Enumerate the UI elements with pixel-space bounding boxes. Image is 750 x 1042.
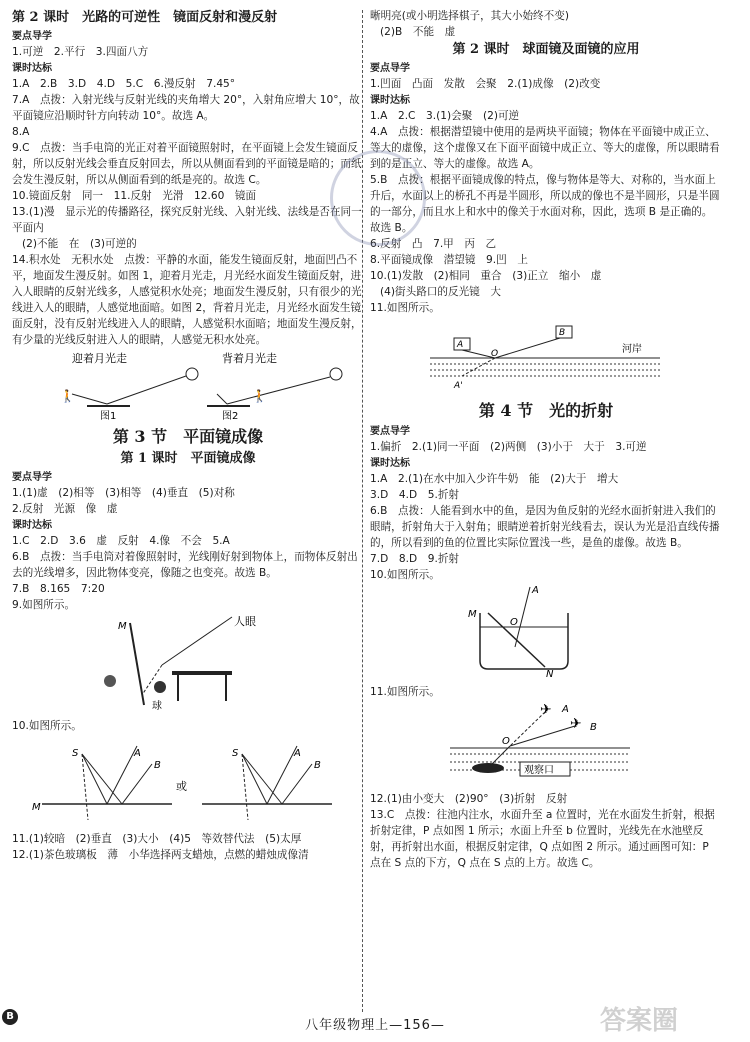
ray: [495, 338, 560, 358]
fig-label: 图2: [222, 411, 239, 420]
ray: [107, 746, 137, 804]
table-top: [172, 671, 232, 675]
bank-label: 河岸: [622, 344, 642, 355]
ray: [267, 746, 297, 804]
section-heading: 课时达标: [370, 95, 410, 106]
bird-icon: ✈: [570, 716, 582, 732]
refraction-tank-figure: [370, 583, 722, 679]
answer-line: 8.平面镜成像 潜望镜 9.凹 上: [370, 254, 528, 266]
point-label: A: [457, 340, 464, 350]
right-column: [370, 8, 722, 871]
page-footer: 八年级物理上—156—: [305, 1018, 445, 1033]
reflected-ray: [162, 617, 232, 665]
answer-line: 13.C 点拨：往池内注水，水面升至 a 位置时，光在水面发生折射，根据折射定律，P 点如图 1 所示；水面上升至 b 位置时，光线先在水池壁反射，再折射出水面，根据反射定律，Q 点如图 2 所示。通过画图可知：P 点在 S 点的下方，Q 点在 S 点的上方。故选 C。: [370, 809, 715, 869]
answer-line: 7.B 8.165 7:20: [12, 583, 105, 595]
point-label: S: [72, 748, 79, 759]
section-heading: 要点导学: [370, 426, 410, 437]
moonlight-figure: [12, 348, 364, 420]
point-label: A: [562, 704, 569, 715]
lesson-title: 第 1 课时 平面镜成像: [120, 451, 256, 466]
ray: [82, 754, 122, 804]
person-icon: 🚶: [252, 389, 267, 403]
light-ray: [107, 376, 186, 404]
fig-label: 图1: [100, 411, 117, 420]
fig-caption-2: 背着月光走: [222, 352, 277, 365]
river-figure: [370, 316, 722, 394]
answer-line: 9.C 点拨：当手电筒的光正对着平面镜照射时，在平面镜上会发生镜面反射，所以反射光线会垂直反射回去，所以从侧面看到的平面镜是暗的；而纸会发生漫反射，所以从侧面看到的纸是亮的。故选 C。: [12, 142, 362, 186]
answer-line: 3.D 4.D 5.折射: [370, 489, 460, 501]
section-heading: 要点导学: [12, 31, 52, 42]
section-heading: 课时达标: [12, 520, 52, 531]
light-ray: [72, 394, 107, 404]
point-label: O: [510, 617, 518, 628]
moon-icon: [186, 368, 198, 380]
corner-badge: B: [2, 1009, 18, 1025]
answer-line: 1.A 2.(1)在水中加入少许牛奶 能 (2)大于 增大: [370, 473, 619, 485]
ray: [490, 746, 510, 766]
submarine: [472, 763, 504, 773]
stamp-watermark: [330, 150, 426, 246]
ray: [510, 726, 575, 746]
lesson-title: 第 2 课时 光路的可逆性 镜面反射和漫反射: [12, 10, 278, 25]
site-watermark: 答案圈: [600, 1006, 679, 1036]
reflection-figure: [12, 734, 364, 826]
answer-line: 1.(1)虚 (2)相等 (3)相等 (4)垂直 (5)对称: [12, 487, 235, 499]
answer-line: 1.偏折 2.(1)同一平面 (2)两侧 (3)小于 大于 3.可逆: [370, 441, 647, 453]
answer-line: 7.A 点拨：入射光线与反射光线的夹角增大 20°，入射角应增大 10°，故平面镜应沿顺时针方向转动 10°。故选 A。: [12, 94, 360, 122]
point-label: A: [294, 748, 301, 759]
person-icon: 🚶: [60, 389, 75, 403]
mirror-label: M: [118, 621, 127, 632]
answer-line: 9.如图所示。: [12, 599, 76, 611]
ray: [282, 764, 312, 804]
section-title: 第 4 节 光的折射: [478, 401, 614, 420]
answer-line: 6.B 点拨：当手电筒对着像照射时，光线刚好射到物体上，而物体反射出去的光线增多，因此物体变亮，像随之也变亮。故选 B。: [12, 551, 358, 579]
answer-line: 11.如图所示。: [370, 302, 440, 314]
section-heading: 课时达标: [370, 458, 410, 469]
answer-line: 7.D 8.D 9.折射: [370, 553, 460, 565]
point-label: S: [232, 748, 239, 759]
answer-line: 1.A 2.C 3.(1)会聚 (2)可逆: [370, 110, 520, 122]
answer-line: (2)B 不能 虚: [380, 26, 456, 38]
answer-line: 11.(1)较暗 (2)垂直 (3)大小 (4)5 等效替代法 (5)太厚: [12, 833, 302, 845]
answer-line: 6.B 点拨：人能看到水中的鱼，是因为鱼反射的光经水面折射进入我们的眼睛，折射角大于入射角；眼睛逆着折射光线看去，误认为光是沿直线传播的，所以看到的鱼的位置比实际位置浅一些，是鱼的虚像。故选 B。: [370, 505, 720, 549]
answer-line: 12.(1)由小变大 (2)90° (3)折射 反射: [370, 793, 568, 805]
answer-line: 2.反射 光源 像 虚: [12, 503, 118, 515]
answer-line: 10.如图所示。: [12, 720, 82, 732]
ray: [515, 627, 520, 647]
answer-line: (2)不能 在 (3)可逆的: [22, 238, 137, 250]
left-column: [12, 8, 364, 863]
ray: [122, 764, 152, 804]
answer-line: 10.(1)发散 (2)相同 重合 (3)正立 缩小 虚: [370, 270, 602, 282]
ray: [520, 587, 530, 627]
point-label: M: [32, 802, 41, 813]
answer-line: 10.如图所示。: [370, 569, 440, 581]
answer-line: 1.凹面 凸面 发散 会聚 2.(1)成像 (2)改变: [370, 78, 601, 90]
answer-line: 13.(1)漫 显示光的传播路径，探究反射光线、入射光线、法线是否在同一平面内: [12, 206, 362, 234]
answer-line: 晰明亮(或小明选择棋子，其大小始终不变): [370, 10, 569, 22]
answer-line: 4.A 点拨：根据潜望镜中使用的是两块平面镜；物体在平面镜中成正立、等大的虚像，这个虚像又在下面平面镜中成正立、等大的虚像，所以眼睛看到的是正立、等大的虚像。故选 A。: [370, 126, 720, 170]
section-title: 第 3 节 平面镜成像: [112, 427, 264, 446]
light-ray: [217, 394, 227, 404]
observation-figure: [370, 700, 722, 786]
point-label: M: [468, 609, 477, 620]
ball-label: 球: [152, 701, 162, 712]
answer-line: 8.A: [12, 126, 30, 138]
mirror: [130, 623, 144, 705]
point-label: B: [590, 722, 597, 733]
bird-icon: ✈: [540, 702, 552, 718]
window-label: 观察口: [524, 765, 554, 776]
answer-line: 14.积水处 无积水处 点拨：平静的水面，能发生镜面反射，地面凹凸不平，地面发生漫反射。如图 1，迎着月光走，月光经水面发生镜面反射，进入人眼睛的反射光线多，人感觉积水处亮；地面发生漫反射，只有很少的光线进入人的眼睛，人感觉地面暗。如图 2，背着月光走，月光经水面发生镜面反射，没有反射光线进入人的眼睛，人感觉积水面暗；地面发生漫反射，有少量的光线反射进入人的眼睛，人感觉无积水处亮。: [12, 254, 362, 346]
or-label: 或: [176, 780, 187, 793]
section-heading: 要点导学: [12, 472, 52, 483]
mirror-figure: [12, 613, 364, 713]
section-heading: 要点导学: [370, 63, 410, 74]
answer-line: 5.B 点拨：根据平面镜成像的特点，像与物体是等大、对称的，当水面上升后，水面以上的桥孔不再是半圆形，所以成的像也不是半圆形，只是半圆的一部分，而且水上和水中的像关于水面对称，因此，选项 B 是正确的。故选 B。: [370, 174, 720, 234]
ray: [242, 754, 282, 804]
virtual-ray: [462, 358, 495, 376]
answer-line: 1.C 2.D 3.6 虚 反射 4.像 不会 5.A: [12, 535, 230, 547]
point-label: A': [454, 381, 463, 391]
moon-icon: [330, 368, 342, 380]
point-label: B: [314, 760, 321, 771]
answer-line: 12.(1)茶色玻璃板 薄 小华选择两支蜡烛，点燃的蜡烛成像清: [12, 849, 309, 861]
lesson-title: 第 2 课时 球面镜及面镜的应用: [452, 42, 640, 57]
ball: [154, 681, 166, 693]
point-label: A: [134, 748, 141, 759]
light-ray: [227, 377, 330, 404]
point-label: B: [559, 328, 566, 338]
point-label: B: [154, 760, 161, 771]
ball-image: [104, 675, 116, 687]
answer-line: 11.如图所示。: [370, 686, 440, 698]
tank: [480, 613, 568, 669]
answer-line: (4)街头路口的反光镜 大: [380, 286, 501, 298]
point-label: A: [532, 585, 539, 596]
point-label: O: [491, 349, 499, 359]
section-heading: 课时达标: [12, 63, 52, 74]
fig-caption-1: 迎着月光走: [72, 352, 127, 365]
answer-line: 6.反射 凸 7.甲 丙 乙: [370, 238, 497, 250]
point-label: O: [502, 736, 510, 747]
answer-line: 1.可逆 2.平行 3.四面八方: [12, 46, 149, 58]
eye-label: 人眼: [234, 615, 256, 628]
point-label: N: [546, 669, 554, 679]
answer-line: 1.A 2.B 3.D 4.D 5.C 6.漫反射 7.45°: [12, 78, 236, 90]
answer-line: 10.镜面反射 同一 11.反射 光滑 12.60 镜面: [12, 190, 257, 202]
